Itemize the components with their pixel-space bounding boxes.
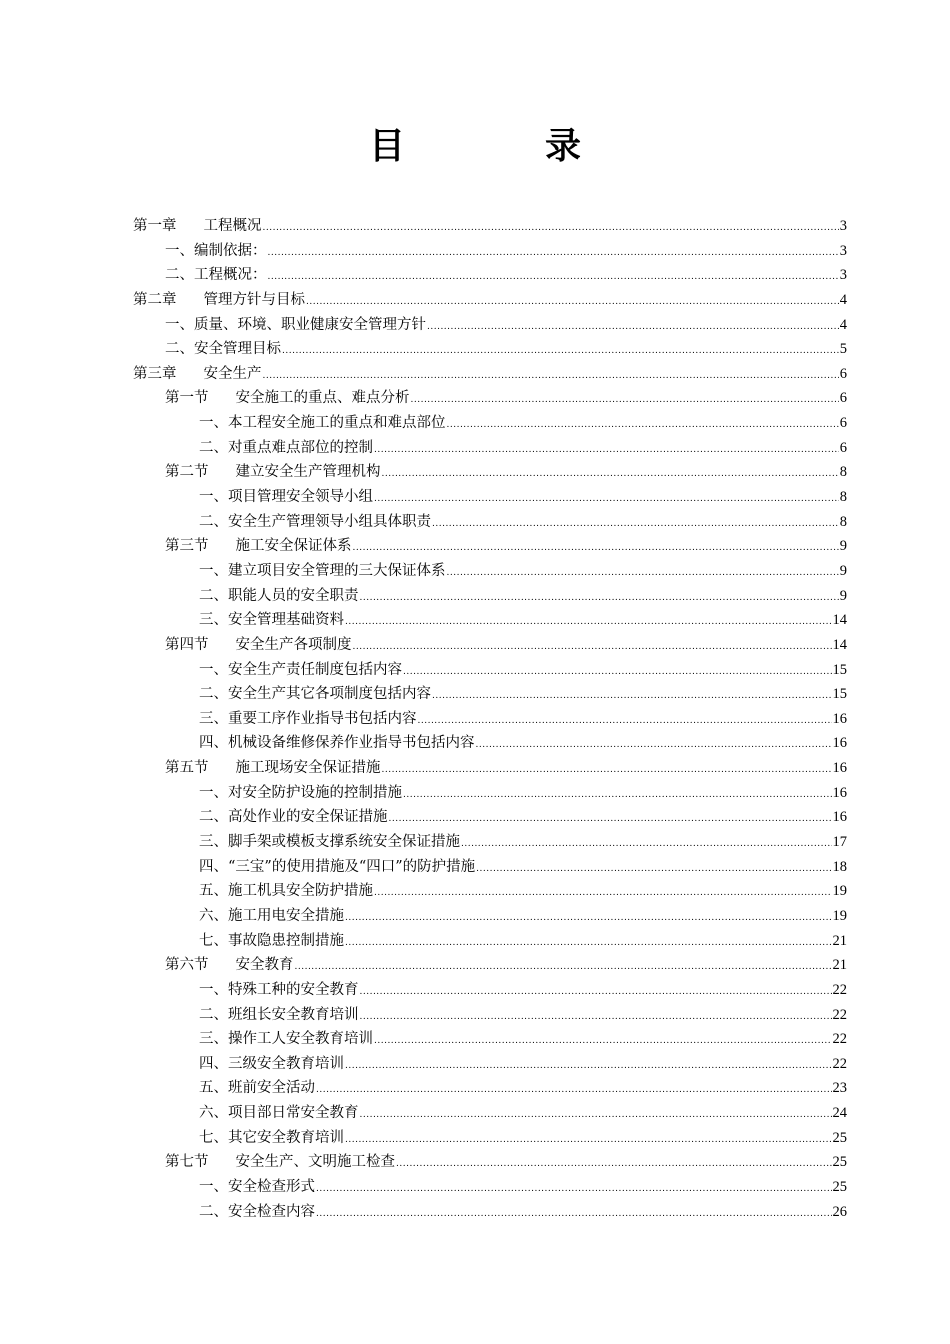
toc-entry-text: 一、本工程安全施工的重点和难点部位 [199,415,446,432]
toc-page-number: 15 [832,686,847,703]
toc-entry-title [165,1150,395,1175]
toc-dot-leader [374,1029,832,1054]
toc-entry-label: 第二章 [133,291,177,308]
toc-entry-title [165,460,381,485]
toc-page-number: 25 [832,1178,847,1195]
toc-dot-leader [345,610,832,635]
toc-page-number: 9 [839,562,847,579]
toc-entry-title [199,1175,315,1200]
toc-page-number: 3 [839,218,847,234]
toc-dot-leader [263,364,839,389]
toc-dot-leader [382,462,839,487]
toc-entry-text: 一、项目管理安全领导小组 [199,489,373,506]
toc-entry-title [199,559,446,584]
toc-page-number: 21 [832,957,847,974]
toc-page-number: 8 [839,513,847,530]
toc-page-number: 18 [832,858,847,875]
toc-page-number: 14 [832,612,847,629]
toc-entry-title [199,879,373,904]
toc-entry-text: 二、安全检查内容 [199,1203,315,1220]
toc-dot-leader [282,339,839,364]
toc-entry-text: 安全生产各项制度 [235,636,352,653]
toc-dot-leader [345,906,832,931]
toc-entry-text: 一、质量、环境、职业健康安全管理方针 [165,316,426,333]
toc-entry-title [165,263,267,288]
toc-entry-title [165,386,410,411]
toc-entry[interactable] [133,584,847,609]
toc-entry[interactable] [133,313,847,338]
toc-dot-leader [389,807,832,832]
toc-entry-text: 一、建立项目安全管理的三大保证体系 [199,562,446,579]
toc-page-number: 21 [832,932,847,949]
toc-entry[interactable] [133,658,847,683]
toc-entry-title [165,337,281,362]
toc-page-number: 25 [832,1129,847,1146]
toc-dot-leader [476,733,832,758]
toc-entry[interactable] [133,1101,847,1126]
toc-entry-title [199,1126,344,1151]
toc-entry-text: 五、施工机具安全防护措施 [199,883,373,900]
toc-dot-leader [268,241,839,266]
toc-entry-title [199,485,373,510]
toc-entry-title [199,510,431,535]
toc-dot-leader [374,438,839,463]
toc-entry-title [133,214,262,239]
toc-entry-text: 安全生产、文明施工检查 [235,1154,395,1171]
toc-dot-leader [461,832,832,857]
toc-page-number: 25 [832,1154,847,1171]
toc-entry[interactable] [133,608,847,633]
toc-entry[interactable] [133,633,847,658]
toc-entry[interactable] [133,953,847,978]
toc-entry-title [199,978,359,1003]
toc-dot-leader [432,512,839,537]
toc-entry-title [199,608,344,633]
toc-entry-title [133,362,262,387]
toc-page-number: 6 [839,415,847,432]
toc-page-number: 8 [839,489,847,506]
toc-dot-leader [403,783,832,808]
toc-page-number: 6 [839,390,847,407]
toc-page-number: 26 [832,1203,847,1220]
toc-dot-leader [396,1152,832,1177]
toc-entry-text: 六、项目部日常安全教育 [199,1105,359,1122]
toc-entry-text: 三、重要工序作业指导书包括内容 [199,710,417,727]
toc-entry[interactable] [133,1150,847,1175]
toc-entry-text: 五、班前安全活动 [199,1080,315,1097]
toc-page-number: 16 [832,784,847,801]
toc-entry-text: 四、机械设备维修保养作业指导书包括内容 [199,735,475,752]
toc-page-number: 24 [832,1105,847,1122]
toc-dot-leader [374,881,832,906]
toc-entry-title [199,1101,359,1126]
toc-entry[interactable] [133,337,847,362]
toc-entry-text: 二、班组长安全教育培训 [199,1006,359,1023]
toc-page-number: 22 [832,1031,847,1048]
toc-entry-title [133,288,305,313]
toc-entry[interactable] [133,1126,847,1151]
toc-entry[interactable] [133,805,847,830]
toc-entry-text: 二、职能人员的安全职责 [199,587,359,604]
toc-page-number: 14 [832,636,847,653]
toc-entry-text: 二、对重点难点部位的控制 [199,439,373,456]
toc-entry-title [199,658,402,683]
toc-page-number: 16 [832,710,847,727]
toc-entry-text: 七、事故隐患控制措施 [199,932,344,949]
toc-entry-text: 一、特殊工种的安全教育 [199,981,359,998]
toc-page-number: 9 [839,587,847,604]
toc-dot-leader [345,1054,832,1079]
toc-entry-text: 二、工程概况： [165,267,267,284]
toc-dot-leader [476,857,831,882]
toc-entry-text: 施工现场安全保证措施 [235,760,381,777]
toc-entry-text: 七、其它安全教育培训 [199,1129,344,1146]
toc-entry-title [199,731,475,756]
toc-entry[interactable] [133,362,847,387]
toc-entry[interactable] [133,485,847,510]
toc-page-number: 23 [832,1080,847,1097]
toc-entry-title [165,633,352,658]
toc-entry-text: 工程概况 [203,218,262,234]
toc-entry[interactable] [133,879,847,904]
toc-entry-title [199,781,402,806]
toc-dot-leader [263,216,839,241]
toc-page-number: 16 [832,735,847,752]
toc-page-number: 4 [839,316,847,333]
toc-dot-leader [345,1128,832,1153]
toc-page-number: 3 [839,267,847,284]
toc-dot-leader [295,955,832,980]
toc-entry[interactable] [133,1200,847,1225]
toc-entry-title [165,534,352,559]
toc-entry-text: 二、高处作业的安全保证措施 [199,809,388,826]
toc-entry-title [199,1003,359,1028]
toc-page-number: 6 [839,365,847,382]
toc-entry[interactable] [133,559,847,584]
toc-entry-title [199,929,344,954]
toc-entry[interactable] [133,510,847,535]
toc-entry-title [199,584,359,609]
toc-entry-title [199,1076,315,1101]
toc-entry-label: 第五节 [165,760,209,777]
toc-entry[interactable] [133,239,847,264]
toc-entry[interactable] [133,386,847,411]
toc-dot-leader [360,586,839,611]
toc-dot-leader [345,931,832,956]
toc-page-number: 4 [839,291,847,308]
toc-entry-text: 安全施工的重点、难点分析 [235,390,410,407]
toc-entry-text: 一、安全检查形式 [199,1178,315,1195]
toc-entry[interactable] [133,682,847,707]
toc-entry-label: 第二节 [165,464,209,481]
toc-page-number: 5 [839,341,847,358]
toc-entry[interactable] [133,460,847,485]
toc-entry[interactable] [133,707,847,732]
toc-entry[interactable] [133,1175,847,1200]
toc-entry[interactable] [133,214,847,239]
toc-entry-text: 六、施工用电安全措施 [199,907,344,924]
toc-page-number: 22 [832,981,847,998]
toc-entry[interactable] [133,978,847,1003]
toc-page-number: 22 [832,1055,847,1072]
toc-entry-title [165,239,267,264]
toc-entry-title [199,436,373,461]
toc-entry[interactable] [133,904,847,929]
toc-dot-leader [447,561,839,586]
toc-entry-title [165,313,426,338]
toc-dot-leader [306,290,839,315]
toc-entry-text: 安全生产 [203,365,262,382]
toc-entry-text: 二、安全生产其它各项制度包括内容 [199,686,431,703]
toc-entry[interactable] [133,263,847,288]
toc-entry-text: 四、三级安全教育培训 [199,1055,344,1072]
toc-entry[interactable] [133,830,847,855]
toc-entry-text: 二、安全生产管理领导小组具体职责 [199,513,431,530]
toc-entry[interactable] [133,731,847,756]
toc-entry-title [199,830,460,855]
toc-entry-label: 第三章 [133,365,177,382]
toc-entry-text: 三、操作工人安全教育培训 [199,1031,373,1048]
toc-entry-title [199,682,431,707]
toc-entry[interactable] [133,1003,847,1028]
toc-page-number: 15 [832,661,847,678]
toc-page-number: 17 [832,834,847,851]
toc-entry-label: 第七节 [165,1154,209,1171]
toc-entry-text: 安全教育 [235,957,294,974]
toc-entry[interactable] [133,1052,847,1077]
toc-entry-label: 第六节 [165,957,209,974]
toc-entry-text: 三、安全管理基础资料 [199,612,344,629]
toc-entry-title [199,411,446,436]
toc-dot-leader [411,388,839,413]
toc-dot-leader [316,1078,832,1103]
toc-entry-label: 第一节 [165,390,209,407]
toc-dot-leader [316,1177,832,1202]
toc-dot-leader [360,1103,832,1128]
toc-entry-title [199,1052,344,1077]
toc-dot-leader [427,315,839,340]
toc-entry[interactable] [133,756,847,781]
toc-page-number: 22 [832,1006,847,1023]
toc-dot-leader [353,635,832,660]
toc-dot-leader [403,660,832,685]
toc-entry-text: 四、“三宝”的使用措施及“四口”的防护措施 [199,858,476,875]
toc-entry-text: 建立安全生产管理机构 [235,464,381,481]
toc-entry[interactable] [133,411,847,436]
toc-page-number: 19 [832,907,847,924]
toc-dot-leader [360,1005,832,1030]
toc-entry[interactable] [133,781,847,806]
toc-entry-text: 施工安全保证体系 [235,538,352,555]
toc-entry-label: 第四节 [165,636,209,653]
toc-page-number: 9 [839,538,847,555]
toc-dot-leader [447,413,839,438]
toc-entry-text: 三、脚手架或模板支撑系统安全保证措施 [199,834,460,851]
toc-entry[interactable] [133,288,847,313]
toc-entry[interactable] [133,436,847,461]
toc-entry-title [199,855,475,880]
toc-dot-leader [418,709,832,734]
toc-dot-leader [353,536,839,561]
toc-entry-label: 第三节 [165,538,209,555]
toc-page-number: 8 [839,464,847,481]
toc-entry-title [165,756,381,781]
toc-entry-title [199,805,388,830]
toc-entry[interactable] [133,1027,847,1052]
toc-page-number: 6 [839,439,847,456]
toc-entry[interactable] [133,1076,847,1101]
toc-dot-leader [374,487,839,512]
toc-entry-title [199,1200,315,1225]
toc-dot-leader [360,980,832,1005]
toc-entry[interactable] [133,929,847,954]
toc-entry-text: 一、编制依据： [165,242,267,259]
toc-entry-text: 二、安全管理目标 [165,341,281,358]
toc-entry-title [199,904,344,929]
toc-entry-label: 第一章 [133,218,177,234]
toc-entry-title [199,1027,373,1052]
page-title: 目 录 [368,126,633,167]
toc-page-number: 3 [839,242,847,259]
toc-page-number: 19 [832,883,847,900]
toc-entry[interactable] [133,534,847,559]
toc-entry-title [199,707,417,732]
table-of-contents [133,214,847,1224]
toc-entry[interactable] [133,855,847,880]
toc-entry-text: 一、安全生产责任制度包括内容 [199,661,402,678]
toc-dot-leader [316,1202,832,1227]
toc-entry-text: 一、对安全防护设施的控制措施 [199,784,402,801]
toc-page-number: 16 [832,809,847,826]
toc-entry-text: 管理方针与目标 [203,291,305,308]
toc-dot-leader [268,265,839,290]
toc-dot-leader [382,758,832,783]
toc-page-number: 16 [832,760,847,777]
toc-dot-leader [432,684,832,709]
toc-entry-title [165,953,294,978]
